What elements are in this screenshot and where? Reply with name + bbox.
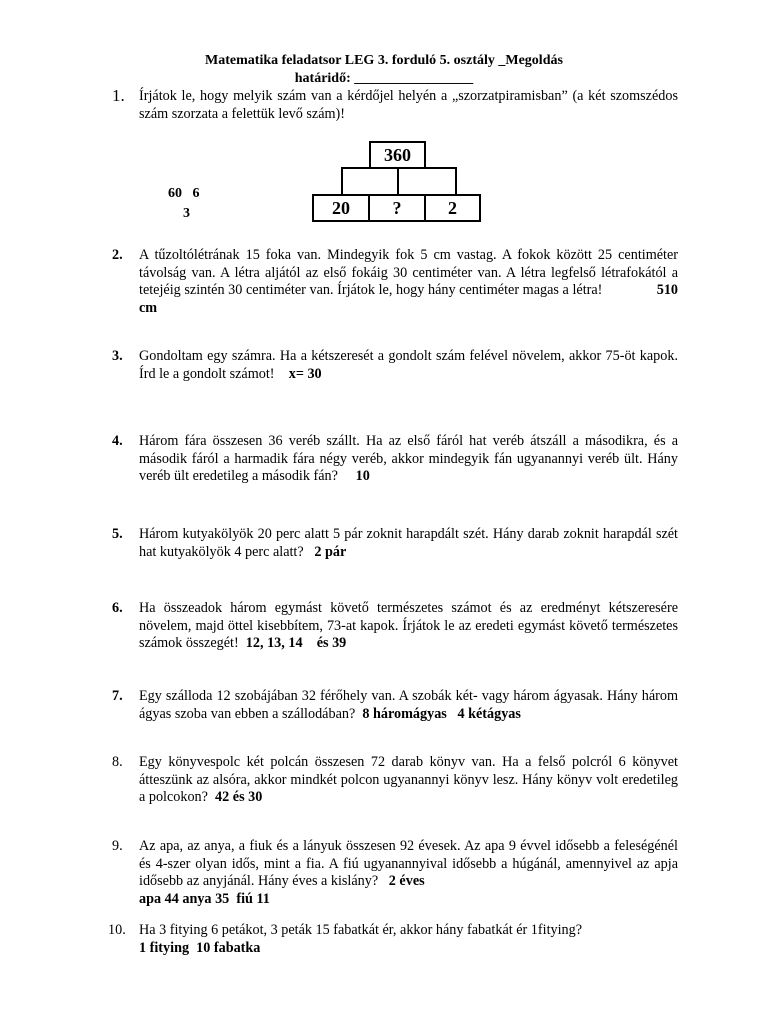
task-10 xyxy=(108,922,678,957)
task-2 xyxy=(112,247,678,317)
task-3 xyxy=(112,348,678,383)
task-number: 3. xyxy=(112,348,123,364)
title-line-2: határidő: _________________ xyxy=(294,71,474,86)
pyramid-top-cell: 360 xyxy=(369,141,426,169)
pyramid-bottom-cell-3: 2 xyxy=(424,194,481,222)
task-answer: 510 cm xyxy=(139,282,679,316)
side-note-row-2: 3 xyxy=(183,206,190,221)
task-text: Gondoltam egy számra. Ha a kétszeresét a gondolt szám felével növelem, akkor 75-öt kapok. Írd le a gondolt számot! xyxy=(139,348,678,382)
task-answer: 10 xyxy=(355,468,370,484)
task-answer: 2 pár xyxy=(314,543,347,560)
task-answer: 12, 13, 14 és 39 xyxy=(245,635,347,651)
task-text: A tűzoltólétrának 15 foka van. Mindegyik fok 5 cm vastag. A fokok között 25 centiméter távolság van. A létra aljától az első fokáig 30 centiméter van. A létra legfelső létrafokától a tetejéig szintén 30 centiméter van. Írjátok le, hogy hány centiméter magas a létra! xyxy=(139,247,678,298)
task-number: 5. xyxy=(112,526,123,542)
task-number: 1. xyxy=(112,86,125,105)
task-7 xyxy=(112,688,678,723)
pyramid-connector-lines xyxy=(340,166,458,196)
task-number: 8. xyxy=(112,754,123,770)
task-text: Három fára összesen 36 veréb szállt. Ha az első fáról hat veréb átszáll a másodikra, és a második fáról a harmadik fára négy veréb, akkor mindegyik fán ugyanannyi veréb ült. Hány veréb ült eredetileg a második fán? xyxy=(139,433,678,484)
task-text: Három kutyakölyök 20 perc alatt 5 pár zoknit harapdált szét. Hány darab zoknit harapdál szét hat kutyakölyök 4 perc alatt? xyxy=(139,526,678,560)
task-answer: 2 éves xyxy=(388,873,425,889)
task-number: 10. xyxy=(108,922,126,938)
task-6 xyxy=(112,600,678,653)
task-number: 9. xyxy=(112,838,123,854)
task-text: Írjátok le, hogy melyik szám van a kérdőjel helyén a „szorzatpiramisban” (a két szomszédos szám szorzata a felettük levő szám)! xyxy=(139,88,678,122)
task-1 xyxy=(112,88,678,123)
task-text: Ha 3 fitying 6 petákot, 3 peták 15 fabatkát ér, akkor hány fabatkát ér 1fitying? xyxy=(139,922,583,938)
task-answer-detail: 1 fitying 10 fabatka xyxy=(139,939,261,956)
task-answer-detail: apa 44 anya 35 fiú 11 xyxy=(139,890,270,907)
task-text: Ha összeadok három egymást követő természetes számot és az eredményt kétszeresére növelem, majd öttel kisebbítem, 73-at kapok. Írjátok le az eredeti egymást követő természetes számok összegét! xyxy=(139,600,678,651)
task-answer: x= 30 xyxy=(288,365,322,382)
side-note-row-1: 60 6 xyxy=(168,186,200,201)
task-text: Egy szálloda 12 szobájában 32 férőhely van. A szobák két- vagy három ágyasak. Hány három ágyas szoba van ebben a szállodában? xyxy=(139,688,678,722)
task-text: Egy könyvespolc két polcán összesen 72 darab könyv van. Ha a felső polcról 6 könyvet átteszünk az alsóra, akkor mindkét polcon ugyanannyi könyv lesz. Hány könyv volt eredetileg a polcokon? xyxy=(139,754,678,805)
pyramid-bottom-cell-1: 20 xyxy=(312,194,370,222)
title-line-1: Matematika feladatsor LEG 3. forduló 5. osztály _Megoldás xyxy=(205,53,563,68)
pyramid-bottom-cell-2: ? xyxy=(368,194,426,222)
task-number: 6. xyxy=(112,600,123,616)
task-number: 2. xyxy=(112,247,123,263)
task-number: 7. xyxy=(112,688,123,704)
task-9 xyxy=(112,838,678,908)
task-answer: 8 háromágyas 4 kétágyas xyxy=(362,705,521,722)
task-8 xyxy=(112,754,678,807)
document-title xyxy=(0,52,768,88)
task-4 xyxy=(112,433,678,486)
task-5 xyxy=(112,526,678,561)
task-text: Az apa, az anya, a fiuk és a lányuk összesen 92 évesek. Az apa 9 évvel idősebb a feleségénél és 4-szer olyan idős, mint a fia. A fiú ugyanannyival idősebb a húgánál, amennyivel az apja idősebb az anyjánál. Hány éves a kislány? xyxy=(139,838,678,889)
task-number: 4. xyxy=(112,433,123,449)
task-answer: 42 és 30 xyxy=(215,789,263,805)
